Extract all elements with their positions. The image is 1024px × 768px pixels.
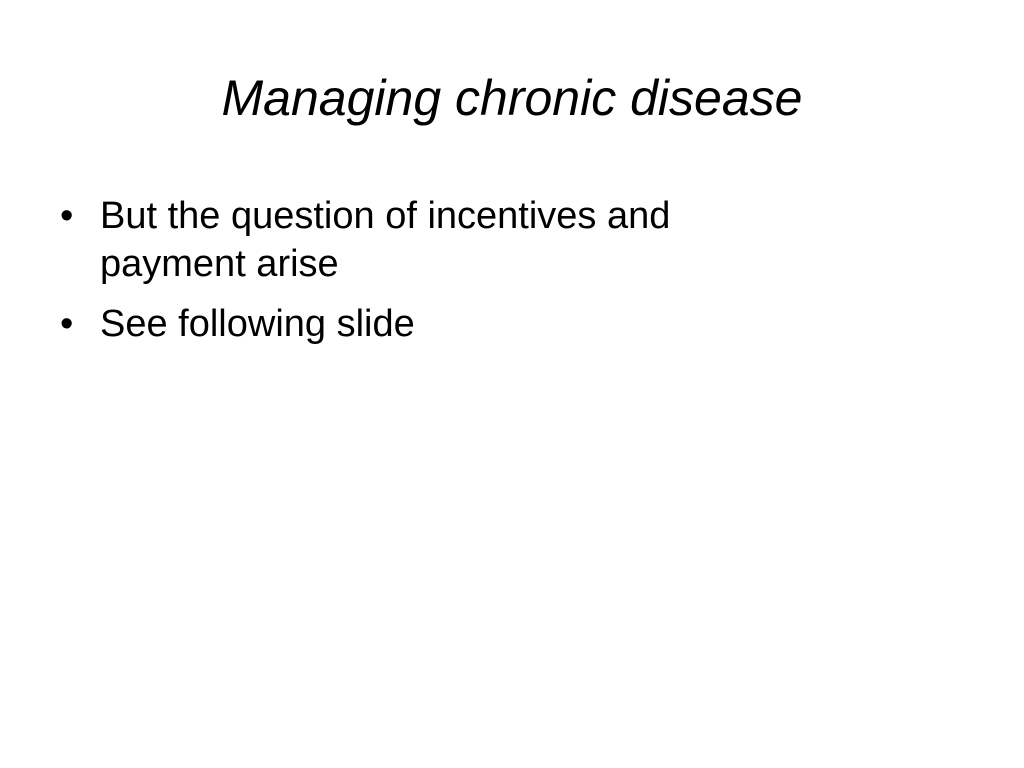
bullet-item-following-slide	[60, 300, 820, 348]
bullet-marker: •	[60, 303, 74, 345]
bullet-item-incentives	[60, 192, 820, 288]
bullet-text: But the question of incentives and payment arise	[100, 195, 671, 285]
bullet-text: See following slide	[100, 303, 415, 345]
slide-title: Managing chronic disease	[221, 70, 803, 126]
bullet-marker: •	[60, 195, 74, 237]
bullet-list	[60, 192, 820, 360]
